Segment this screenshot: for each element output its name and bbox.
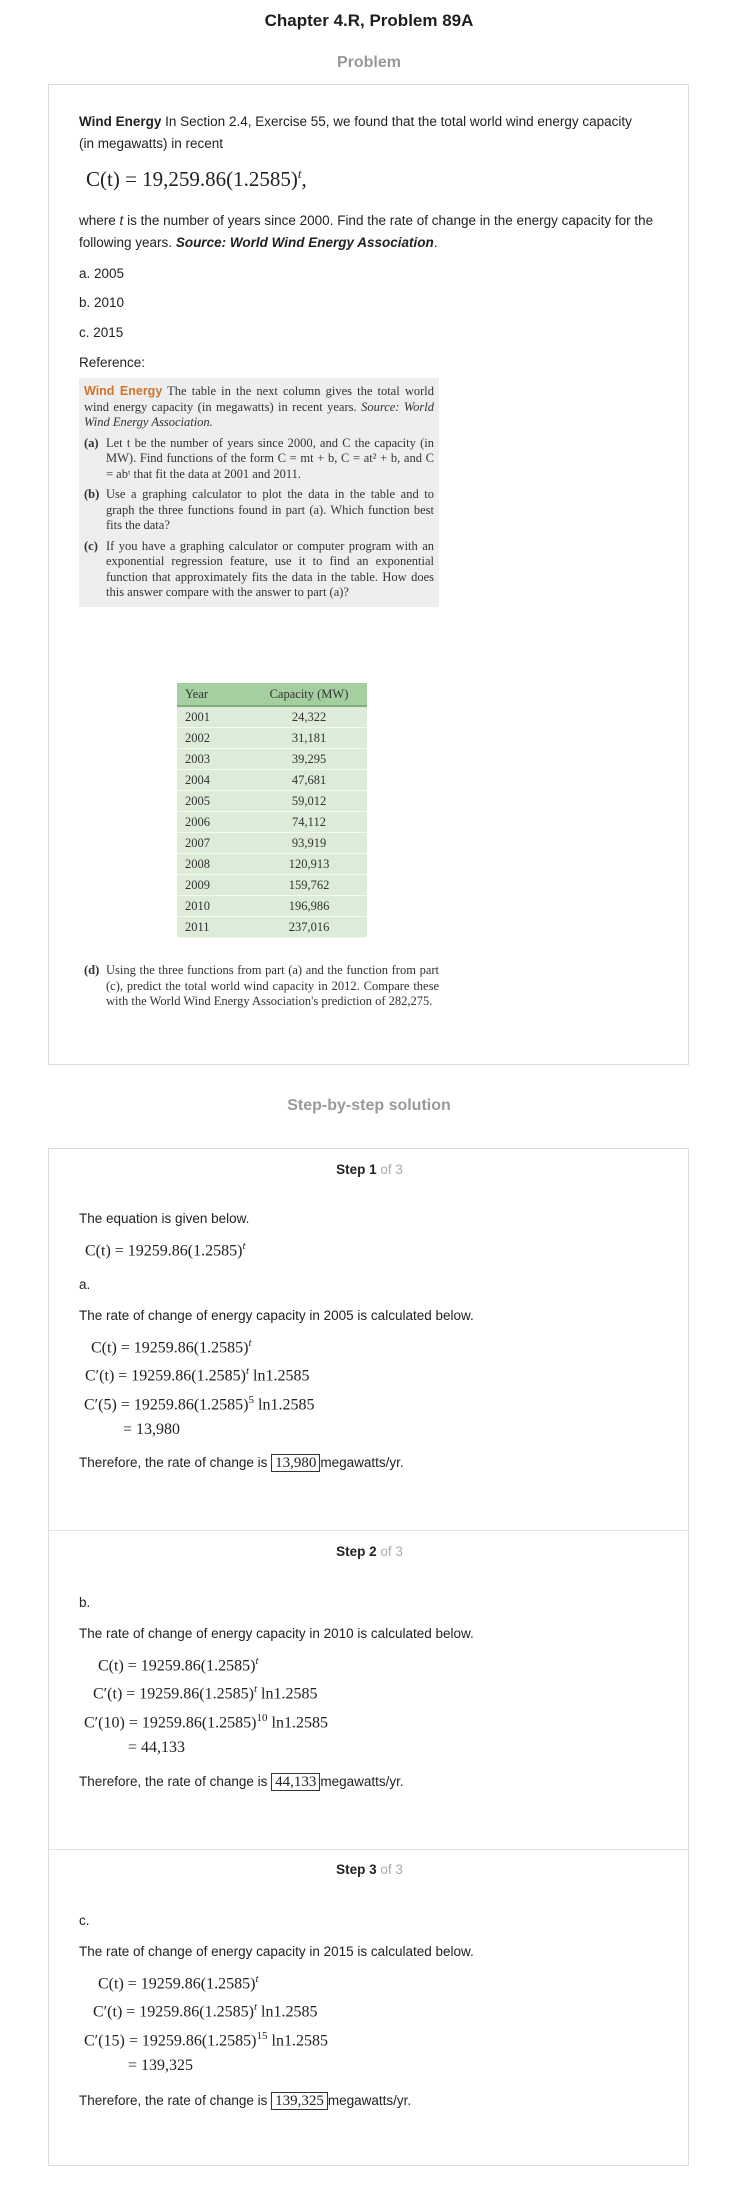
step-of-text: of 3 [380, 1862, 403, 1877]
desc-part-b: is the number of years since 2000. Find the rate of change in the energy capacity for the following years. [79, 213, 654, 250]
line-exponent: t [253, 2001, 258, 2013]
step-title-text: Step 3 [336, 1862, 377, 1877]
step-2-part-label: b. [79, 1595, 91, 1610]
line-exponent: 10 [256, 1712, 268, 1724]
table-header-row [177, 683, 367, 706]
table-cell-capacity: 74,112 [251, 812, 367, 833]
problem-formula [86, 166, 307, 192]
line-exponent: t [253, 1683, 258, 1695]
reference-item-label: (a) [84, 435, 99, 450]
line-exponent: t [255, 1973, 259, 1985]
reference-item-text: Using the three functions from part (a) and the function from part (c), predict the total world wind capacity in 2012. Compare these with the World Wind Energy Association's prediction of 282,275. [106, 963, 439, 1008]
reference-item [84, 539, 434, 601]
step-title-text: Step 1 [336, 1162, 377, 1177]
answer-box: 13,980 [271, 1454, 320, 1472]
problem-source: Source: World Wind Energy Association [175, 235, 434, 250]
table-cell-year: 2011 [177, 917, 251, 938]
line-text: C′(10) = 19259.86(1.2585) [84, 1714, 257, 1732]
table-cell-year: 2001 [177, 706, 251, 728]
line-exponent: t [255, 1655, 259, 1667]
step-3-conclusion [79, 2090, 411, 2112]
step-3-title [49, 1862, 690, 1877]
step-2-description: The rate of change of energy capacity in 2010 is calculated below. [79, 1626, 474, 1641]
table-header-capacity: Capacity (MW) [251, 683, 367, 706]
solution-section-title: Step-by-step solution [287, 1097, 451, 1114]
table-cell-capacity: 39,295 [251, 749, 367, 770]
line-log: ln1.2585 [271, 1714, 328, 1732]
step-3-part-label: c. [79, 1913, 90, 1928]
page-title: Chapter 4.R, Problem 89A [264, 11, 474, 30]
table-cell-year: 2007 [177, 833, 251, 854]
reference-item-label: (c) [84, 538, 98, 553]
line-exponent: t [248, 1337, 252, 1349]
line-text: C′(15) = 19259.86(1.2585) [84, 2032, 257, 2050]
reference-heading-text: The table in the next column gives the total world wind energy capacity (in megawatts) in recent years. [84, 384, 434, 414]
step-1-line-3 [84, 1394, 314, 1414]
table-cell-year: 2003 [177, 749, 251, 770]
formula-tail: , [301, 167, 307, 191]
problem-section-title: Problem [336, 54, 401, 71]
table-row [177, 791, 367, 812]
step-3-description: The rate of change of energy capacity in 2015 is calculated below. [79, 1944, 474, 1959]
step-3-line-3 [84, 2030, 328, 2050]
reference-item-text: Let t be the number of years since 2000, and C the capacity (in MW). Find functions of the form C = mt + b, C = at² + b, and C = abᵗ that fit the data at 2001 and 2011. [106, 435, 434, 481]
line-exponent: 15 [256, 2030, 268, 2042]
line-log: ln1.2585 [261, 1685, 318, 1703]
line-text: C(t) = 19259.86(1.2585) [91, 1339, 249, 1357]
table-cell-capacity: 120,913 [251, 854, 367, 875]
table-row [177, 833, 367, 854]
step-3-line-4: = 139,325 [128, 2057, 194, 2074]
reference-label: Reference: [79, 355, 146, 370]
table-cell-year: 2004 [177, 770, 251, 791]
table-cell-year: 2008 [177, 854, 251, 875]
reference-source: Source: World Wind Energy Association. [84, 399, 434, 429]
reference-item-label: (d) [84, 963, 100, 977]
step-1-conclusion [79, 1452, 404, 1474]
table-row [177, 770, 367, 791]
step-divider [49, 1530, 690, 1531]
reference-item-label: (b) [84, 487, 100, 501]
table-cell-year: 2002 [177, 728, 251, 749]
step-2-line-2 [93, 1683, 317, 1703]
line-text: C′(t) = 19259.86(1.2585) [93, 1685, 254, 1703]
conclusion-unit: megawatts/yr. [327, 2093, 412, 2108]
table-cell-capacity: 31,181 [251, 728, 367, 749]
conclusion-text: Therefore, the rate of change is [79, 1455, 268, 1470]
part-b-label: b. 2010 [79, 295, 125, 310]
step-title-text: Step 2 [336, 1544, 377, 1559]
table-row [177, 812, 367, 833]
step-2-line-4: = 44,133 [128, 1739, 186, 1756]
step-1-line-1 [91, 1337, 252, 1357]
problem-intro [79, 111, 639, 155]
step-1-part-label: a. [79, 1277, 91, 1292]
step-3-line-1 [98, 1973, 259, 1993]
formula-exponent: t [297, 166, 302, 181]
step-1-equation [85, 1240, 246, 1260]
table-row [177, 896, 367, 917]
step-divider [49, 1849, 690, 1850]
line-text: C(t) = 19259.86(1.2585) [98, 1975, 256, 1993]
reference-item [84, 487, 434, 534]
table-cell-capacity: 47,681 [251, 770, 367, 791]
table-cell-capacity: 159,762 [251, 875, 367, 896]
step-2-line-1 [98, 1655, 259, 1675]
table-cell-capacity: 93,919 [251, 833, 367, 854]
reference-item-d [84, 963, 439, 1010]
step-2-title [49, 1544, 690, 1559]
answer-box: 139,325 [271, 2092, 328, 2110]
problem-description [79, 210, 654, 254]
step-1-description: The rate of change of energy capacity in 2005 is calculated below. [79, 1308, 474, 1323]
table-cell-year: 2010 [177, 896, 251, 917]
conclusion-unit: megawatts/yr. [320, 1455, 404, 1470]
table-cell-capacity: 24,322 [251, 706, 367, 728]
step-2-line-3 [84, 1712, 328, 1732]
problem-intro-text: In Section 2.4, Exercise 55, we found that the total world wind energy capacity (in megawatts) in recent [79, 114, 632, 151]
capacity-table [177, 683, 367, 938]
problem-title: Wind Energy [79, 114, 162, 129]
source-end: . [433, 235, 438, 250]
table-cell-year: 2009 [177, 875, 251, 896]
line-log: ln1.2585 [258, 1396, 315, 1414]
step-2-conclusion [79, 1771, 404, 1793]
table-cell-year: 2006 [177, 812, 251, 833]
formula-text: C(t) = 19,259.86(1.2585) [86, 167, 298, 191]
step-1-line-4: = 13,980 [123, 1421, 181, 1438]
desc-part-a: where [79, 213, 116, 228]
step-1-title [49, 1162, 690, 1177]
reference-heading-title: Wind Energy [84, 384, 163, 398]
reference-excerpt [79, 378, 439, 607]
step-of-text: of 3 [380, 1162, 403, 1177]
step-3-line-2 [93, 2001, 317, 2021]
line-text: C(t) = 19259.86(1.2585) [98, 1657, 256, 1675]
table-cell-capacity: 59,012 [251, 791, 367, 812]
desc-variable: t [119, 213, 124, 228]
table-row [177, 917, 367, 938]
reference-heading [84, 384, 434, 431]
part-c-label: c. 2015 [79, 325, 124, 340]
reference-item-text: If you have a graphing calculator or computer program with an exponential regression feature, use it to find an exponential function that approximately fits the data in the table. How does this answer compare with the answer to part (a)? [106, 538, 434, 599]
line-exponent: 5 [248, 1394, 255, 1406]
table-row [177, 706, 367, 728]
equation-exponent: t [242, 1240, 246, 1252]
line-text: C′(t) = 19259.86(1.2585) [85, 1367, 246, 1385]
table-cell-capacity: 237,016 [251, 917, 367, 938]
conclusion-text: Therefore, the rate of change is [79, 2093, 268, 2108]
table-cell-year: 2005 [177, 791, 251, 812]
table-row [177, 728, 367, 749]
line-log: ln1.2585 [261, 2003, 318, 2021]
line-text: C′(5) = 19259.86(1.2585) [84, 1396, 249, 1414]
reference-item-text: Use a graphing calculator to plot the data in the table and to graph the three functions found in part (a). Which function best fits the data? [106, 487, 434, 532]
line-log: ln1.2585 [271, 2032, 328, 2050]
line-text: C′(t) = 19259.86(1.2585) [93, 2003, 254, 2021]
conclusion-text: Therefore, the rate of change is [79, 1774, 268, 1789]
table-row [177, 749, 367, 770]
part-a-label: a. 2005 [79, 266, 125, 281]
table-row [177, 875, 367, 896]
equation-text: C(t) = 19259.86(1.2585) [85, 1242, 243, 1260]
line-log: ln1.2585 [253, 1367, 310, 1385]
table-header-year: Year [177, 683, 251, 706]
line-exponent: t [245, 1365, 250, 1377]
table-cell-capacity: 196,986 [251, 896, 367, 917]
reference-item [84, 436, 434, 483]
table-row [177, 854, 367, 875]
answer-box: 44,133 [271, 1773, 320, 1791]
step-1-intro: The equation is given below. [79, 1211, 250, 1226]
step-of-text: of 3 [380, 1544, 403, 1559]
conclusion-unit: megawatts/yr. [320, 1774, 404, 1789]
step-1-line-2 [85, 1365, 309, 1385]
